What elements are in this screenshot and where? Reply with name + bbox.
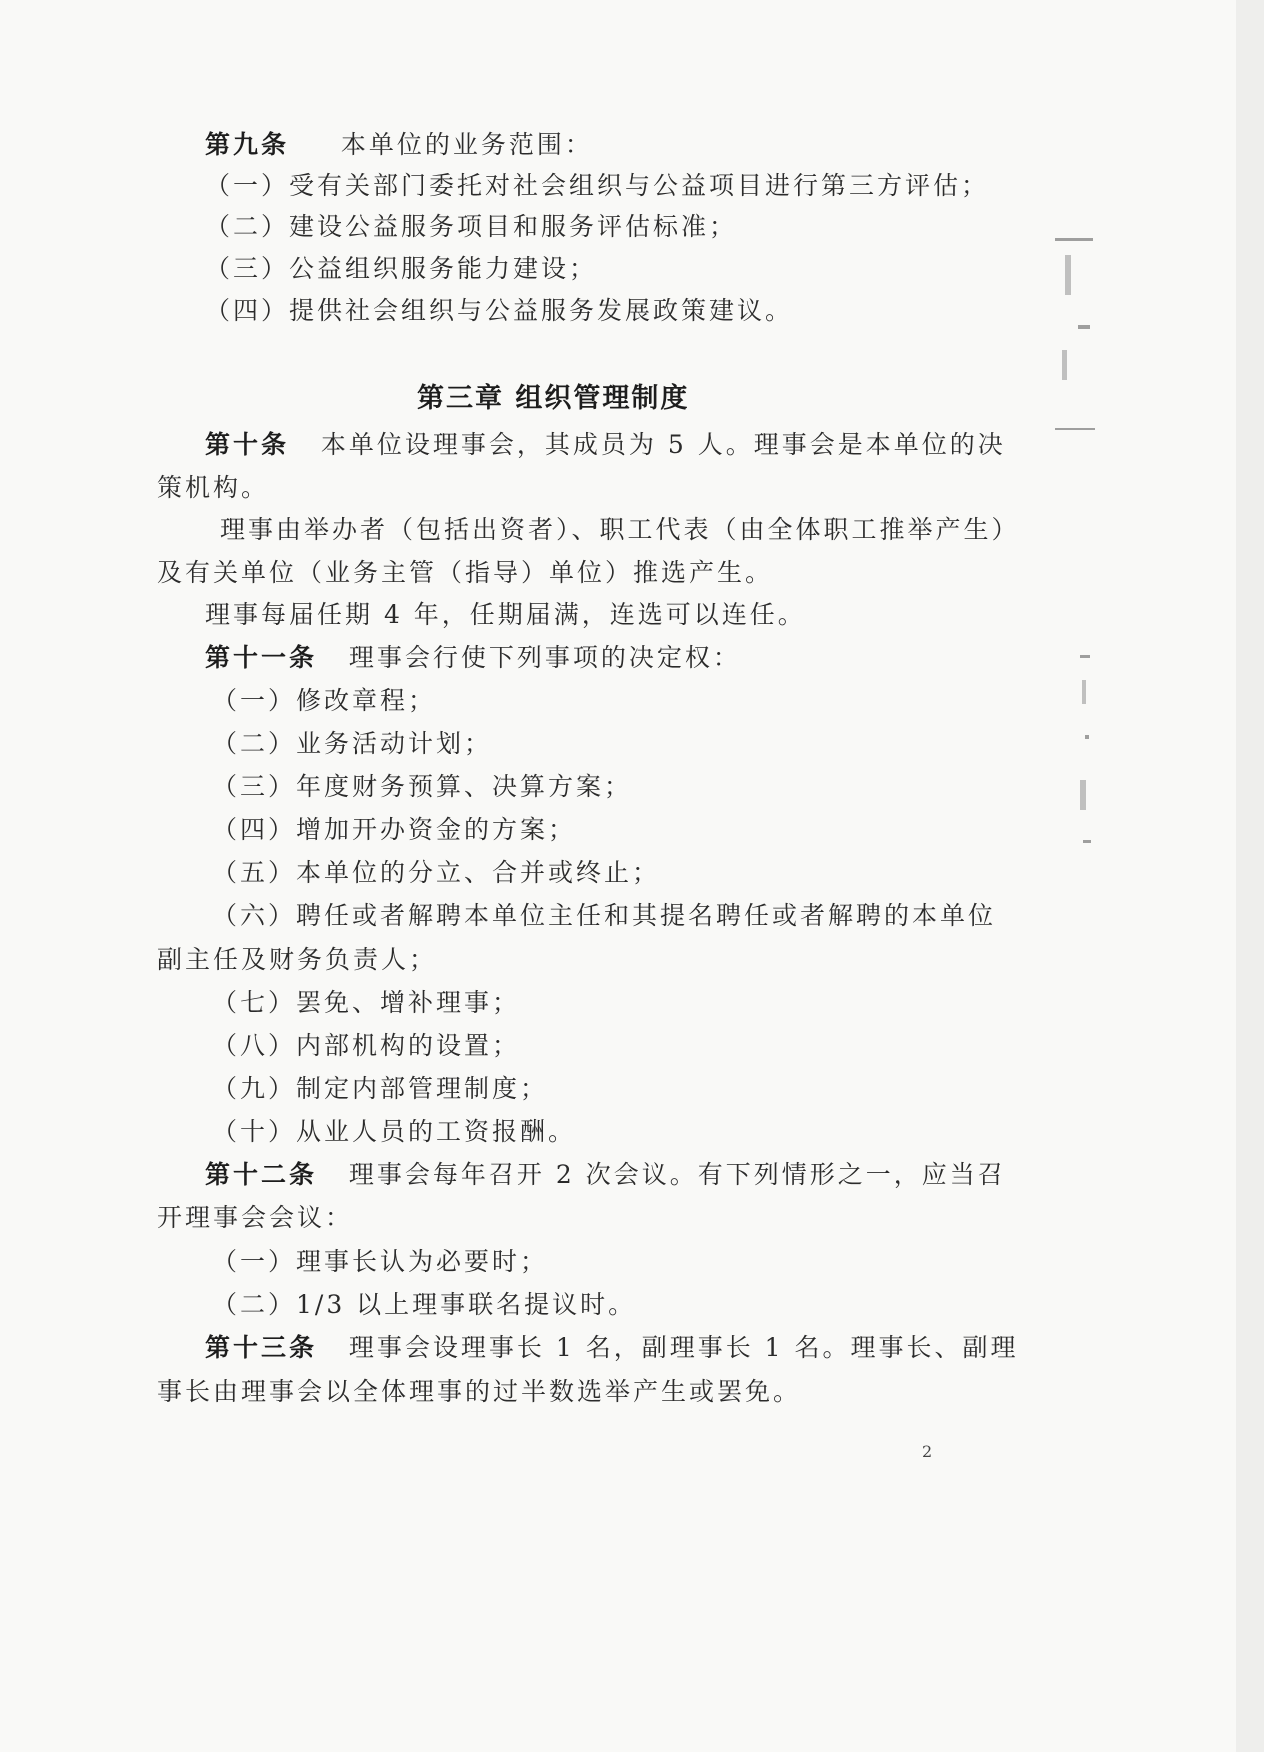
- scan-artifact-mark: [1082, 680, 1086, 704]
- scan-artifact-mark: [1080, 655, 1090, 658]
- scan-artifact-mark: [1080, 780, 1086, 810]
- article11-item-1: （一）修改章程；: [212, 686, 437, 715]
- article12-line1: [205, 1160, 1006, 1190]
- article11-text: 理事会行使下列事项的决定权：: [348, 643, 741, 672]
- article12-line2: 开理事会会议：: [157, 1203, 354, 1232]
- article10-text-line1: 本单位设理事会，其成员为 5 人。理事会是本单位的决: [320, 430, 1006, 459]
- scan-artifact-mark: [1062, 350, 1067, 380]
- page-number: 2: [922, 1442, 933, 1461]
- article12-heading: 第十二条: [205, 1160, 318, 1189]
- scan-artifact-mark: [1055, 428, 1095, 430]
- scan-artifact-mark: [1055, 238, 1093, 241]
- chapter3-title: 第三章 组织管理制度: [417, 383, 690, 414]
- scan-artifact-mark: [1065, 255, 1071, 295]
- article11-item-8: （八）内部机构的设置；: [212, 1031, 521, 1060]
- article10-para3: 理事每届任期 4 年，任期届满，连选可以连任。: [205, 600, 806, 629]
- article10-line1: [205, 430, 1006, 460]
- article9-item-3: （三）公益组织服务能力建设；: [205, 254, 598, 283]
- article9-item-2: （二）建设公益服务项目和服务评估标准；: [205, 212, 738, 241]
- scan-artifact-mark: [1083, 840, 1091, 843]
- article9-text: 本单位的业务范围：: [340, 130, 593, 159]
- article13-heading: 第十三条: [205, 1333, 318, 1362]
- article11-item-6-cont: 副主任及财务负责人；: [157, 945, 438, 974]
- article9-line: [205, 130, 593, 160]
- article10-heading: 第十条: [205, 430, 290, 459]
- scan-artifact-mark: [1085, 735, 1089, 739]
- scan-artifact-mark: [1078, 325, 1090, 329]
- article11-item-4: （四）增加开办资金的方案；: [212, 815, 577, 844]
- article10-para2-line1: 理事由举办者（包括出资者）、职工代表（由全体职工推举产生）: [220, 515, 1020, 544]
- article11-item-5: （五）本单位的分立、合并或终止；: [212, 858, 661, 887]
- article13-line1: [205, 1333, 1019, 1363]
- article11-item-3: （三）年度财务预算、决算方案；: [212, 772, 633, 801]
- article9-item-1: （一）受有关部门委托对社会组织与公益项目进行第三方评估；: [205, 171, 990, 200]
- article9-heading: 第九条: [205, 130, 290, 159]
- article11-heading: 第十一条: [205, 643, 318, 672]
- article11-line: [205, 643, 741, 673]
- article12-text-line1: 理事会每年召开 2 次会议。有下列情形之一，应当召: [348, 1160, 1006, 1189]
- article11-item-10: （十）从业人员的工资报酬。: [212, 1117, 577, 1146]
- article10-para2-line2: 及有关单位（业务主管（指导）单位）推选产生。: [157, 558, 774, 587]
- article11-item-6: （六）聘任或者解聘本单位主任和其提名聘任或者解聘的本单位: [212, 901, 997, 930]
- article11-item-9: （九）制定内部管理制度；: [212, 1074, 549, 1103]
- article11-item-2: （二）业务活动计划；: [212, 729, 493, 758]
- article13-text-line1: 理事会设理事长 1 名，副理事长 1 名。理事长、副理: [348, 1333, 1019, 1362]
- article12-item-2: （二）1/3 以上理事联名提议时。: [212, 1290, 637, 1319]
- article13-line2: 事长由理事会以全体理事的过半数选举产生或罢免。: [157, 1377, 802, 1406]
- scan-right-margin: [1236, 0, 1264, 1752]
- article10-line2: 策机构。: [157, 473, 270, 502]
- article9-item-4: （四）提供社会组织与公益服务发展政策建议。: [205, 296, 794, 325]
- article11-item-7: （七）罢免、增补理事；: [212, 988, 521, 1017]
- article12-item-1: （一）理事长认为必要时；: [212, 1247, 549, 1276]
